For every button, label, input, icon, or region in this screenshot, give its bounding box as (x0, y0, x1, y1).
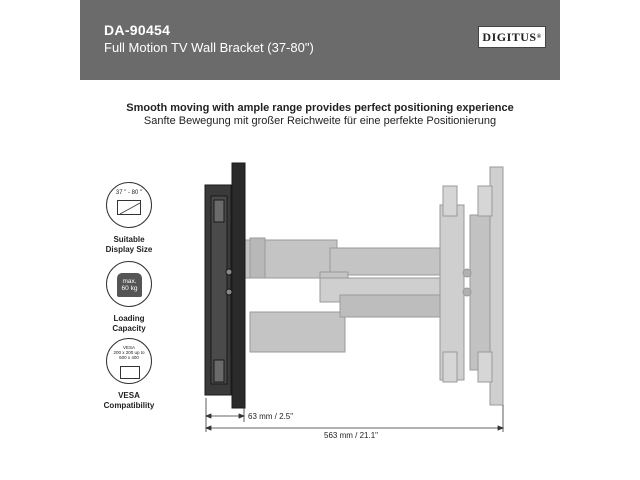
feature-label: Loading Capacity (112, 314, 146, 333)
weight-icon: max. 60 kg (106, 261, 152, 307)
feature-label: Suitable Display Size (105, 235, 153, 254)
tagline-german: Sanfte Bewegung mit großer Reichweite für eine perfekte Positionierung (143, 115, 497, 127)
extended-wall-plate (440, 167, 503, 405)
feature-label: VESA Compatibility (103, 391, 155, 410)
display-range-text: 37 " - 80 " (115, 190, 143, 196)
extended-arm (245, 238, 450, 352)
folded-bracket (205, 163, 245, 408)
max-depth-label: 563 mm / 21.1" (324, 431, 378, 440)
min-depth-label: 63 mm / 2.5" (248, 412, 294, 421)
tagline-english: Smooth moving with ample range provides perfect positioning experience (126, 102, 514, 114)
product-subtitle: Full Motion TV Wall Bracket (37-80") (104, 40, 314, 55)
product-model: DA-90454 (104, 22, 171, 38)
vesa-icon: VESA 200 x 200 up to 600 x 400 (106, 338, 152, 384)
brand-logo: DIGITUS® (478, 26, 546, 48)
